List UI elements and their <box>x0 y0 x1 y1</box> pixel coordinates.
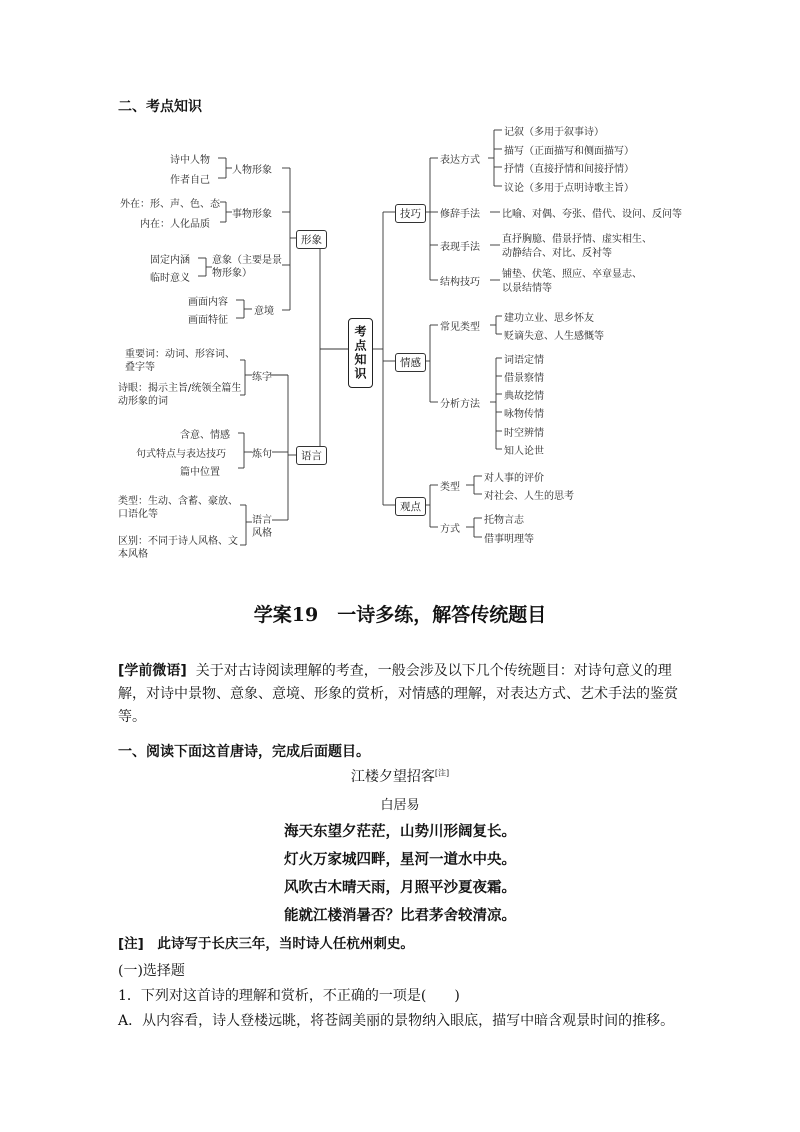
mindmap-lines <box>0 115 800 555</box>
node-yijing: 意境 <box>254 306 274 317</box>
leaf: 词语定情 <box>504 355 544 366</box>
poem-author: 白居易 <box>380 798 420 813</box>
poem-note: [注] 此诗写于长庆三年，当时诗人任杭州刺史。 <box>118 936 414 952</box>
poem-title-row <box>0 766 800 786</box>
option-a: A．从内容看，诗人登楼远眺，将苍阔美丽的景物纳入眼底，描写中暗含观景时间的推移。 <box>118 1013 675 1029</box>
leaf: 固定内涵 <box>150 255 190 266</box>
mindmap-center: 考点知识 <box>348 318 373 388</box>
node-biaoda: 表达方式 <box>440 155 480 166</box>
leaf: 诗中人物 <box>170 155 210 166</box>
node-jiegou: 结构技巧 <box>440 277 480 288</box>
preview-text: 关于对古诗阅读理解的考查，一般会涉及以下几个传统题目：对诗句意义的理解，对诗中景物、意象、意境、形象的赏析，对情感的理解，对表达方式、艺术手法的鉴赏等。 <box>118 663 678 725</box>
leaf: 议论（多用于点明诗歌主旨） <box>504 183 634 194</box>
leaf: 借景察情 <box>504 373 544 384</box>
leaf: 画面特征 <box>188 315 228 326</box>
leaf: 比喻、对偶、夸张、借代、设问、反问等 <box>502 209 682 220</box>
leaf: 诗眼：揭示主旨/统领全篇生动形象的词 <box>118 383 242 407</box>
node-lianzi: 练字 <box>252 372 272 383</box>
node-yuyan: 语言 <box>296 446 327 465</box>
node-fenxi: 分析方法 <box>440 399 480 410</box>
poem-line: 灯火万家城四畔，星河一道水中央。 <box>284 852 516 868</box>
node-biaoxian: 表现手法 <box>440 242 480 253</box>
case-title: 学案19 一诗多练，解答传统题目 <box>253 604 547 626</box>
leaf: 建功立业、思乡怀友 <box>504 313 594 324</box>
question-heading: 一、阅读下面这首唐诗，完成后面题目。 <box>118 744 370 760</box>
poem-note-mark: [注] <box>434 768 450 778</box>
leaf: 对人事的评价 <box>484 473 544 484</box>
node-xiuci: 修辞手法 <box>440 209 480 220</box>
leaf: 贬谪失意、人生感慨等 <box>504 331 604 342</box>
node-qinggan: 情感 <box>395 353 426 372</box>
node-fengge: 语言风格 <box>252 515 272 539</box>
node-renwu: 人物形象 <box>232 165 272 176</box>
node-shiwu: 事物形象 <box>232 209 272 220</box>
leaf: 画面内容 <box>188 297 228 308</box>
leaf: 内在：人化品质 <box>140 219 210 230</box>
leaf: 知人论世 <box>504 446 544 457</box>
leaf: 含意、情感 <box>180 430 230 441</box>
leaf: 外在：形、声、色、态 <box>120 199 220 210</box>
node-xingxiang: 形象 <box>296 230 327 249</box>
leaf: 抒情（直接抒情和间接抒情） <box>504 164 634 175</box>
leaf: 时空辨情 <box>504 428 544 439</box>
leaf: 对社会、人生的思考 <box>484 491 574 502</box>
leaf: 动静结合、对比、反衬等 <box>502 248 612 259</box>
preview-paragraph <box>118 660 688 729</box>
section-title: 二、考点知识 <box>118 99 202 115</box>
node-lianju: 炼句 <box>252 449 272 460</box>
leaf: 直抒胸臆、借景抒情、虚实相生、 <box>502 234 652 245</box>
poem-line: 海天东望夕茫茫，山势川形阔复长。 <box>284 824 516 840</box>
leaf: 句式特点与表达技巧 <box>136 449 226 460</box>
leaf: 咏物传情 <box>504 409 544 420</box>
poem-title: 江楼夕望招客 <box>350 769 435 785</box>
node-fangshi: 方式 <box>440 524 460 535</box>
node-jiqiao: 技巧 <box>395 204 426 223</box>
subsection-title: (一)选择题 <box>118 963 185 979</box>
poem-line: 风吹古木晴天雨，月照平沙夏夜霜。 <box>284 880 516 896</box>
leaf: 篇中位置 <box>180 467 220 478</box>
node-changjian: 常见类型 <box>440 322 480 333</box>
node-leixing: 类型 <box>440 482 460 493</box>
leaf: 记叙（多用于叙事诗） <box>504 127 604 138</box>
leaf: 托物言志 <box>484 515 524 526</box>
leaf: 重要词：动词、形容词、叠字等 <box>125 349 235 373</box>
leaf: 描写（正面描写和侧面描写） <box>504 146 634 157</box>
node-guandian: 观点 <box>395 497 426 516</box>
leaf: 铺垫、伏笔、照应、卒章显志、 <box>502 269 642 280</box>
leaf: 借事明理等 <box>484 534 534 545</box>
leaf: 典故挖情 <box>504 391 544 402</box>
leaf: 作者自己 <box>170 175 210 186</box>
leaf: 类型：生动、含蓄、豪放、口语化等 <box>118 496 238 520</box>
leaf: 区别：不同于诗人风格、文本风格 <box>118 536 238 560</box>
node-yixiang: 意象（主要是景物形象） <box>212 255 282 279</box>
leaf: 以景结情等 <box>502 283 552 294</box>
question-1: 1．下列对这首诗的理解和赏析，不正确的一项是( ) <box>118 988 460 1004</box>
preview-tag: [学前微语] <box>118 663 187 679</box>
leaf: 临时意义 <box>150 273 190 284</box>
poem-line: 能就江楼消暑否？比君茅舍较清凉。 <box>284 908 516 924</box>
